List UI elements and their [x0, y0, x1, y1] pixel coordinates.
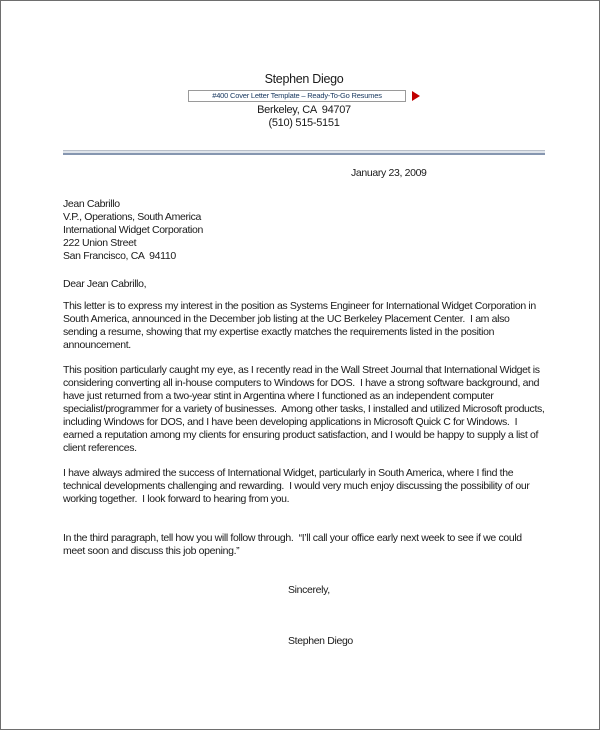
template-banner-row — [63, 90, 545, 102]
body-paragraph-2: This position particularly caught my eye, as I recently read in the Wall Street Journal that International Widget is considering converting all in-house computers to Windows for DOS. I have a strong software background, and have just returned from a two-year stint in Argentina where I functioned as an independent computer specialist/programmer for a variety of businesses. Among other tasks, I installed and utilized Microsoft products, including Windows for DOS, and I have been developing applications in Microsoft Quick C for Windows. I earned a reputation among my clients for ensuring product satisfaction, and I would be happy to supply a list of client references. — [63, 364, 548, 454]
recipient-street: 222 Union Street — [63, 237, 137, 249]
template-banner-label: #400 Cover Letter Template – Ready-To-Go Resumes — [212, 91, 382, 100]
sender-phone: (510) 515-5151 — [268, 117, 340, 129]
body-paragraph-4: In the third paragraph, tell how you will follow through. “I’ll call your office early next week to see if we could meet soon and discuss this job opening.” — [63, 532, 525, 557]
sender-name: Stephen Diego — [264, 72, 344, 86]
body-paragraph-3: I have always admired the success of International Widget, particularly in South America, where I find the technical developments challenging and rewarding. I would very much enjoy discussing the possibility of our working together. I look forward to hearing from you. — [63, 467, 533, 505]
letter-header — [63, 73, 545, 130]
body-paragraph-1: This letter is to express my interest in the position as Systems Engineer for International Widget Corporation in South America, announced in the December job listing at the UC Berkeley Placement Center. I am also sending a resume, showing that my expertise exactly matches the requirements listed in the position announcement. — [63, 300, 539, 351]
red-arrow-icon — [412, 91, 420, 101]
sender-city-line: Berkeley, CA 94707 — [257, 104, 351, 116]
letter-date: January 23, 2009 — [351, 167, 427, 179]
salutation: Dear Jean Cabrillo, — [63, 278, 147, 290]
header-divider-rule — [63, 150, 545, 155]
recipient-address-block — [63, 198, 545, 263]
recipient-title: V.P., Operations, South America — [63, 211, 201, 223]
recipient-city: San Francisco, CA 94110 — [63, 250, 176, 262]
signature-name: Stephen Diego — [288, 635, 353, 647]
template-banner — [188, 90, 406, 102]
valediction: Sincerely, — [288, 584, 330, 596]
recipient-name: Jean Cabrillo — [63, 198, 120, 210]
recipient-company: International Widget Corporation — [63, 224, 203, 236]
